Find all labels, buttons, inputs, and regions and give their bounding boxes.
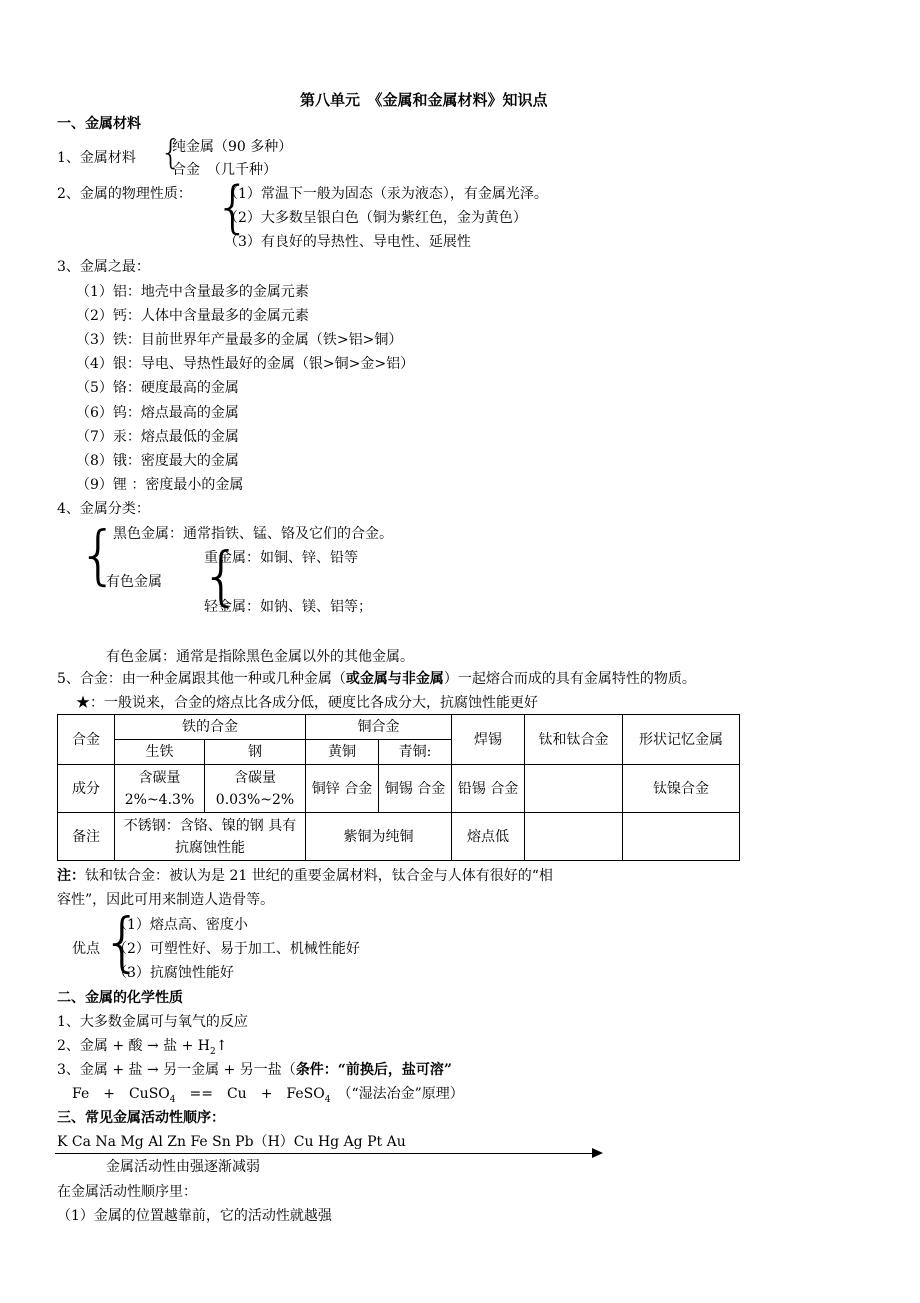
activity-intro: 在金属活动性顺序里： <box>57 1184 197 1200</box>
heavy-metal: 重金属：如铜、锌、铅等 <box>204 550 358 566</box>
page-title: 第八单元 《金属和金属材料》知识点 <box>300 91 548 109</box>
chem-prop-2-sub: 2 <box>210 1046 216 1057</box>
chem-prop-2-text: 2、金属 + 酸 → 盐 + H <box>57 1038 211 1054</box>
table-cell: 铜锡 合金 <box>379 765 452 813</box>
alloy-table <box>57 714 740 861</box>
colored-metal: 有色金属 <box>106 574 162 590</box>
alloy-def-pre: 5、合金：由一种金属跟其他一种或几种金属（ <box>57 671 346 687</box>
brace-icon: { <box>78 519 119 593</box>
activity-series: K Ca Na Mg Al Zn Fe Sn Pb（H）Cu Hg Ag Pt Au <box>57 1134 406 1150</box>
item-2-prop-3: （3）有良好的导热性、导电性、延展性 <box>224 234 471 250</box>
advantages-label: 优点 <box>72 941 100 957</box>
section-3-heading: 三、常见金属活动性顺序： <box>57 1110 225 1126</box>
item-1-alloy: 合金 （几千种） <box>172 162 277 178</box>
item-2-prop-1: （1）常温下一般为固态（汞为液态），有金属光泽。 <box>224 186 548 202</box>
brace-icon: { <box>215 175 251 240</box>
eq-sub-a: 4 <box>169 1094 176 1105</box>
table-header-titanium: 钛和钛合金 <box>525 715 623 765</box>
note-label: 注： <box>57 868 85 884</box>
table-header-brass: 黄铜 <box>306 740 379 765</box>
table-cell: 铅锡 合金 <box>452 765 525 813</box>
chem-prop-2 <box>57 1036 227 1062</box>
table-cell: 紫铜为纯铜 <box>306 813 452 861</box>
chem-prop-3-text: 3、金属 + 盐 → 另一金属 + 另一盐（ <box>57 1062 296 1078</box>
superlative-8: （8）锇：密度最大的金属 <box>76 453 239 469</box>
superlative-6: （6）钨：熔点最高的金属 <box>76 405 239 421</box>
table-cell <box>525 765 623 813</box>
advantage-1: （1）熔点高、密度小 <box>113 917 248 933</box>
table-cell <box>525 813 623 861</box>
advantage-3: （3）抗腐蚀性能好 <box>113 965 234 981</box>
light-metal: 轻金属：如钠、镁、铝等； <box>204 599 372 615</box>
table-row-remarks: 备注 <box>58 813 115 861</box>
table-cell: 熔点低 <box>452 813 525 861</box>
brace-icon: { <box>201 540 242 614</box>
superlative-1: （1）铝：地壳中含量最多的金属元素 <box>76 284 309 300</box>
superlative-5: （5）铬：硬度最高的金属 <box>76 380 239 396</box>
item-2-prop-2: （2）大多数呈银白色（铜为紫红色，金为黄色） <box>224 210 527 226</box>
brace-icon: { <box>102 906 143 980</box>
superlative-4: （4）银：导电、导热性最好的金属（银>铜>金>铝） <box>76 356 415 372</box>
chem-prop-2-arrow: ↑ <box>215 1038 228 1054</box>
eq-sub-b: 4 <box>324 1094 331 1105</box>
table-cell: 含碳量 2%~4.3% <box>115 765 205 813</box>
note-text: 钛和钛合金：被认为是 21 世纪的重要金属材料，钛合金与人体有很好的“相 <box>85 868 553 884</box>
table-header-solder: 焊锡 <box>452 715 525 765</box>
table-header-iron-alloy: 铁的合金 <box>115 715 306 740</box>
advantage-2: （2）可塑性好、易于加工、机械性能好 <box>113 941 360 957</box>
titanium-note-line-2: 容性”，因此可用来制造人造骨等。 <box>57 892 275 908</box>
table-cell: 含碳量 0.03%~2% <box>205 765 306 813</box>
brace-icon: { <box>160 133 182 173</box>
eq-part-a: Fe + CuSO <box>72 1086 170 1102</box>
item-1-pure-metal: 纯金属（90 多种） <box>172 139 293 155</box>
black-metal: 黑色金属：通常指铁、锰、铬及它们的合金。 <box>113 526 393 542</box>
table-row-composition: 成分 <box>58 765 115 813</box>
colored-metal-def: 有色金属：通常是指除黑色金属以外的其他金属。 <box>106 649 414 665</box>
superlative-9: （9）锂 ：密度最小的金属 <box>76 477 244 493</box>
section-1-heading: 一、金属材料 <box>57 116 141 132</box>
superlative-7: （7）汞：熔点最低的金属 <box>76 429 239 445</box>
alloy-def-bold: 或金属与非金属 <box>345 671 444 687</box>
table-header-alloy: 合金 <box>58 715 115 765</box>
table-header-steel: 钢 <box>205 740 306 765</box>
item-2-label: 2、金属的物理性质： <box>57 186 192 202</box>
reaction-equation <box>72 1084 464 1110</box>
item-3-label: 3、金属之最： <box>57 259 150 275</box>
chem-prop-3-condition: 条件：“前换后，盐可溶” <box>295 1062 452 1078</box>
chem-prop-1: 1、大多数金属可与氧气的反应 <box>57 1014 248 1030</box>
chem-prop-3 <box>57 1060 452 1080</box>
titanium-note-line-1 <box>57 866 553 886</box>
eq-part-c: （“湿法冶金”原理） <box>330 1086 464 1102</box>
section-2-heading: 二、金属的化学性质 <box>57 990 183 1006</box>
arrow-right-icon <box>592 1148 603 1158</box>
item-5-alloy-def <box>57 669 696 689</box>
table-cell: 不锈钢：含铬、镍的钢 具有抗腐蚀性能 <box>115 813 306 861</box>
activity-arrow-label: 金属活动性由强逐渐减弱 <box>106 1159 260 1175</box>
alloy-star-note: ★：一般说来，合金的熔点比各成分低，硬度比各成分大，抗腐蚀性能更好 <box>76 695 538 711</box>
alloy-def-post: ）一起熔合而成的具有金属特性的物质。 <box>443 671 696 687</box>
table-header-bronze: 青铜: <box>379 740 452 765</box>
superlative-2: （2）钙：人体中含量最多的金属元素 <box>76 308 309 324</box>
table-header-pig-iron: 生铁 <box>115 740 205 765</box>
activity-rule-1: （1）金属的位置越靠前，它的活动性就越强 <box>57 1208 332 1224</box>
item-4-label: 4、金属分类： <box>57 501 150 517</box>
table-header-copper-alloy: 铜合金 <box>306 715 452 740</box>
superlative-3: （3）铁：目前世界年产量最多的金属（铁>铝>铜） <box>76 332 403 348</box>
table-cell: 铜锌 合金 <box>306 765 379 813</box>
arrow-line <box>55 1153 595 1154</box>
table-cell: 钛镍合金 <box>623 765 740 813</box>
eq-part-b: == Cu + FeSO <box>175 1086 325 1102</box>
table-cell <box>623 813 740 861</box>
item-1-label: 1、金属材料 <box>57 150 136 166</box>
table-header-shape-memory: 形状记忆金属 <box>623 715 740 765</box>
